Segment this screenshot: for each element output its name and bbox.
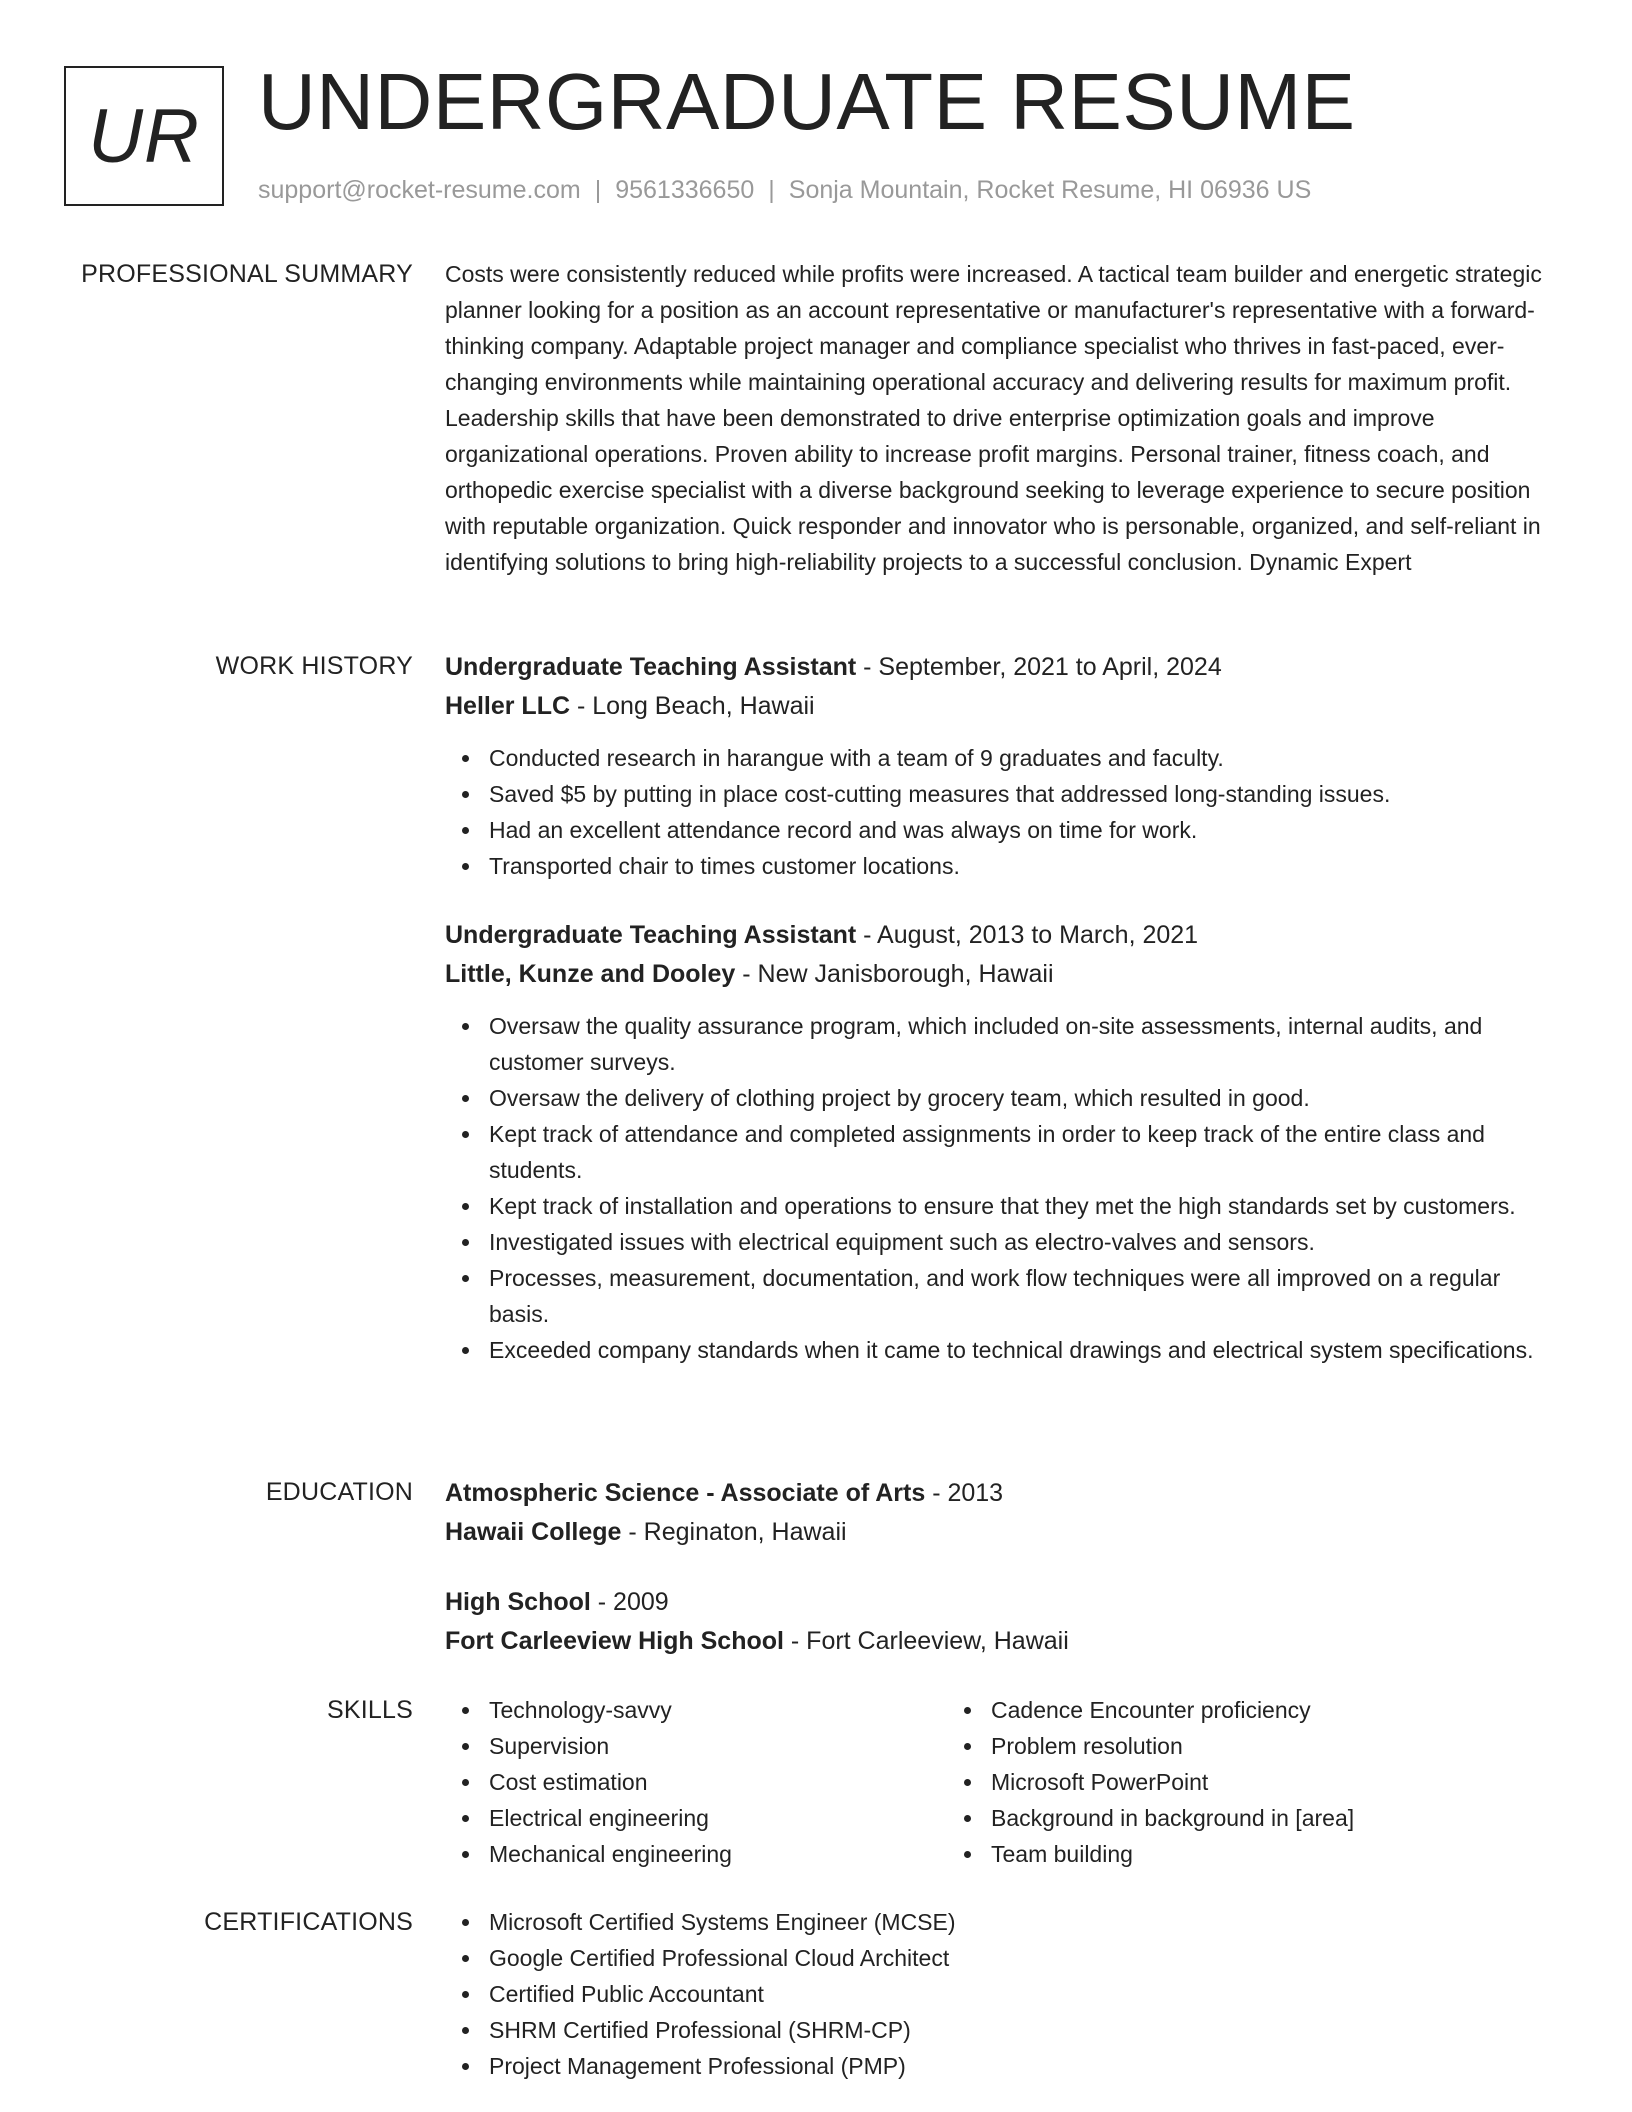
education-year: - 2013 <box>925 1479 1004 1507</box>
contact-separator: | <box>768 176 775 204</box>
job-bullet: Kept track of installation and operations to ensure that they met the high standards set by customers. <box>489 1188 1560 1224</box>
skills-list-right <box>947 1692 1449 1872</box>
education-entry <box>445 1474 1560 1552</box>
skills-columns <box>445 1692 1560 1872</box>
skill-item: Cadence Encounter proficiency <box>991 1692 1449 1728</box>
contact-phone: 9561336650 <box>615 176 755 204</box>
certification-item: Microsoft Certified Systems Engineer (MCSE) <box>489 1904 1560 1940</box>
certification-item: SHRM Certified Professional (SHRM-CP) <box>489 2012 1560 2048</box>
skills-list-left <box>445 1692 947 1872</box>
certification-item: Certified Public Accountant <box>489 1976 1560 2012</box>
section-heading-skills: SKILLS <box>327 1696 413 1724</box>
section-heading-education: EDUCATION <box>265 1478 413 1506</box>
education-degree-line <box>445 1583 1560 1622</box>
job-company-line <box>445 687 1560 726</box>
resume-title: UNDERGRADUATE RESUME <box>258 57 1356 146</box>
job-dates: - August, 2013 to March, 2021 <box>856 921 1199 949</box>
summary-text: Costs were consistently reduced while profits were increased. A tactical team builder and energetic strategic planner looking for a position as an account representative or manufacturer's representative with a forward-thinking company. Adaptable project manager and compliance specialist who thrives in fast-paced, ever-changing environments while maintaining operational accuracy and delivering results for maximum profit. Leadership skills that have been demonstrated to drive enterprise optimization goals and improve organizational operations. Proven ability to increase profit margins. Personal trainer, fitness coach, and orthopedic exercise specialist with a diverse background seeking to leverage experience to secure position with reputable organization. Quick responder and innovator who is personable, organized, and self-reliant in identifying solutions to bring high-reliability projects to a successful conclusion. Dynamic Expert <box>445 261 1542 575</box>
certification-item: Project Management Professional (PMP) <box>489 2048 1560 2084</box>
skill-item: Team building <box>991 1836 1449 1872</box>
education-degree: Atmospheric Science - Associate of Arts <box>445 1479 926 1507</box>
education-school-line <box>445 1622 1560 1661</box>
job-title-line <box>445 648 1560 687</box>
job-bullet: Saved $5 by putting in place cost-cutting measures that addressed long-standing issues. <box>489 776 1560 812</box>
job-title-line <box>445 916 1560 955</box>
education-school-line <box>445 1513 1560 1552</box>
job-bullet: Exceeded company standards when it came to technical drawings and electrical system specifications. <box>489 1332 1560 1368</box>
skill-item: Problem resolution <box>991 1728 1449 1764</box>
job-entry <box>445 648 1560 884</box>
job-dates: - September, 2021 to April, 2024 <box>856 653 1222 681</box>
skill-item: Technology-savvy <box>489 1692 947 1728</box>
summary-body <box>445 256 1560 580</box>
skill-item: Supervision <box>489 1728 947 1764</box>
section-heading-certifications: CERTIFICATIONS <box>204 1908 413 1936</box>
job-company-line <box>445 955 1560 994</box>
skill-item: Microsoft PowerPoint <box>991 1764 1449 1800</box>
education-school: Fort Carleeview High School <box>445 1627 784 1655</box>
job-title: Undergraduate Teaching Assistant <box>445 921 857 949</box>
contact-address: Sonja Mountain, Rocket Resume, HI 06936 US <box>788 176 1312 204</box>
education-body <box>445 1474 1560 1661</box>
job-bullet-list <box>445 1008 1560 1368</box>
monogram-logo: UR <box>64 66 224 206</box>
education-location: - Reginaton, Hawaii <box>621 1518 847 1546</box>
education-entry <box>445 1583 1560 1661</box>
certification-item: Google Certified Professional Cloud Architect <box>489 1940 1560 1976</box>
skill-item: Background in background in [area] <box>991 1800 1449 1836</box>
skills-body <box>445 1692 1560 1872</box>
skill-item: Electrical engineering <box>489 1800 947 1836</box>
job-bullet: Had an excellent attendance record and was always on time for work. <box>489 812 1560 848</box>
contact-separator: | <box>594 176 602 204</box>
job-bullet-list <box>445 740 1560 884</box>
job-location: - New Janisborough, Hawaii <box>735 960 1054 988</box>
work-history-body <box>445 648 1560 1368</box>
job-bullet: Processes, measurement, documentation, and work flow techniques were all improved on a regular basis. <box>489 1260 1560 1332</box>
job-bullet: Oversaw the delivery of clothing project by grocery team, which resulted in good. <box>489 1080 1560 1116</box>
contact-email: support@rocket-resume.com <box>258 176 581 204</box>
contact-line <box>258 174 1311 206</box>
job-bullet: Oversaw the quality assurance program, which included on-site assessments, internal audits, and customer surveys. <box>489 1008 1560 1080</box>
skill-item: Mechanical engineering <box>489 1836 947 1872</box>
section-heading-summary: PROFESSIONAL SUMMARY <box>81 260 413 288</box>
education-degree-line <box>445 1474 1560 1513</box>
job-company: Heller LLC <box>445 692 571 720</box>
section-heading-work-history: WORK HISTORY <box>215 652 413 680</box>
job-bullet: Conducted research in harangue with a team of 9 graduates and faculty. <box>489 740 1560 776</box>
education-degree: High School <box>445 1588 591 1616</box>
skill-item: Cost estimation <box>489 1764 947 1800</box>
education-year: - 2009 <box>590 1588 669 1616</box>
education-location: - Fort Carleeview, Hawaii <box>783 1627 1069 1655</box>
job-company: Little, Kunze and Dooley <box>445 960 736 988</box>
certifications-list <box>445 1904 1560 2084</box>
job-entry <box>445 916 1560 1368</box>
certifications-body <box>445 1904 1560 2084</box>
job-bullet: Investigated issues with electrical equipment such as electro-valves and sensors. <box>489 1224 1560 1260</box>
education-school: Hawaii College <box>445 1518 622 1546</box>
job-bullet: Transported chair to times customer locations. <box>489 848 1560 884</box>
job-title: Undergraduate Teaching Assistant <box>445 653 857 681</box>
job-bullet: Kept track of attendance and completed assignments in order to keep track of the entire class and students. <box>489 1116 1560 1188</box>
job-location: - Long Beach, Hawaii <box>570 692 815 720</box>
